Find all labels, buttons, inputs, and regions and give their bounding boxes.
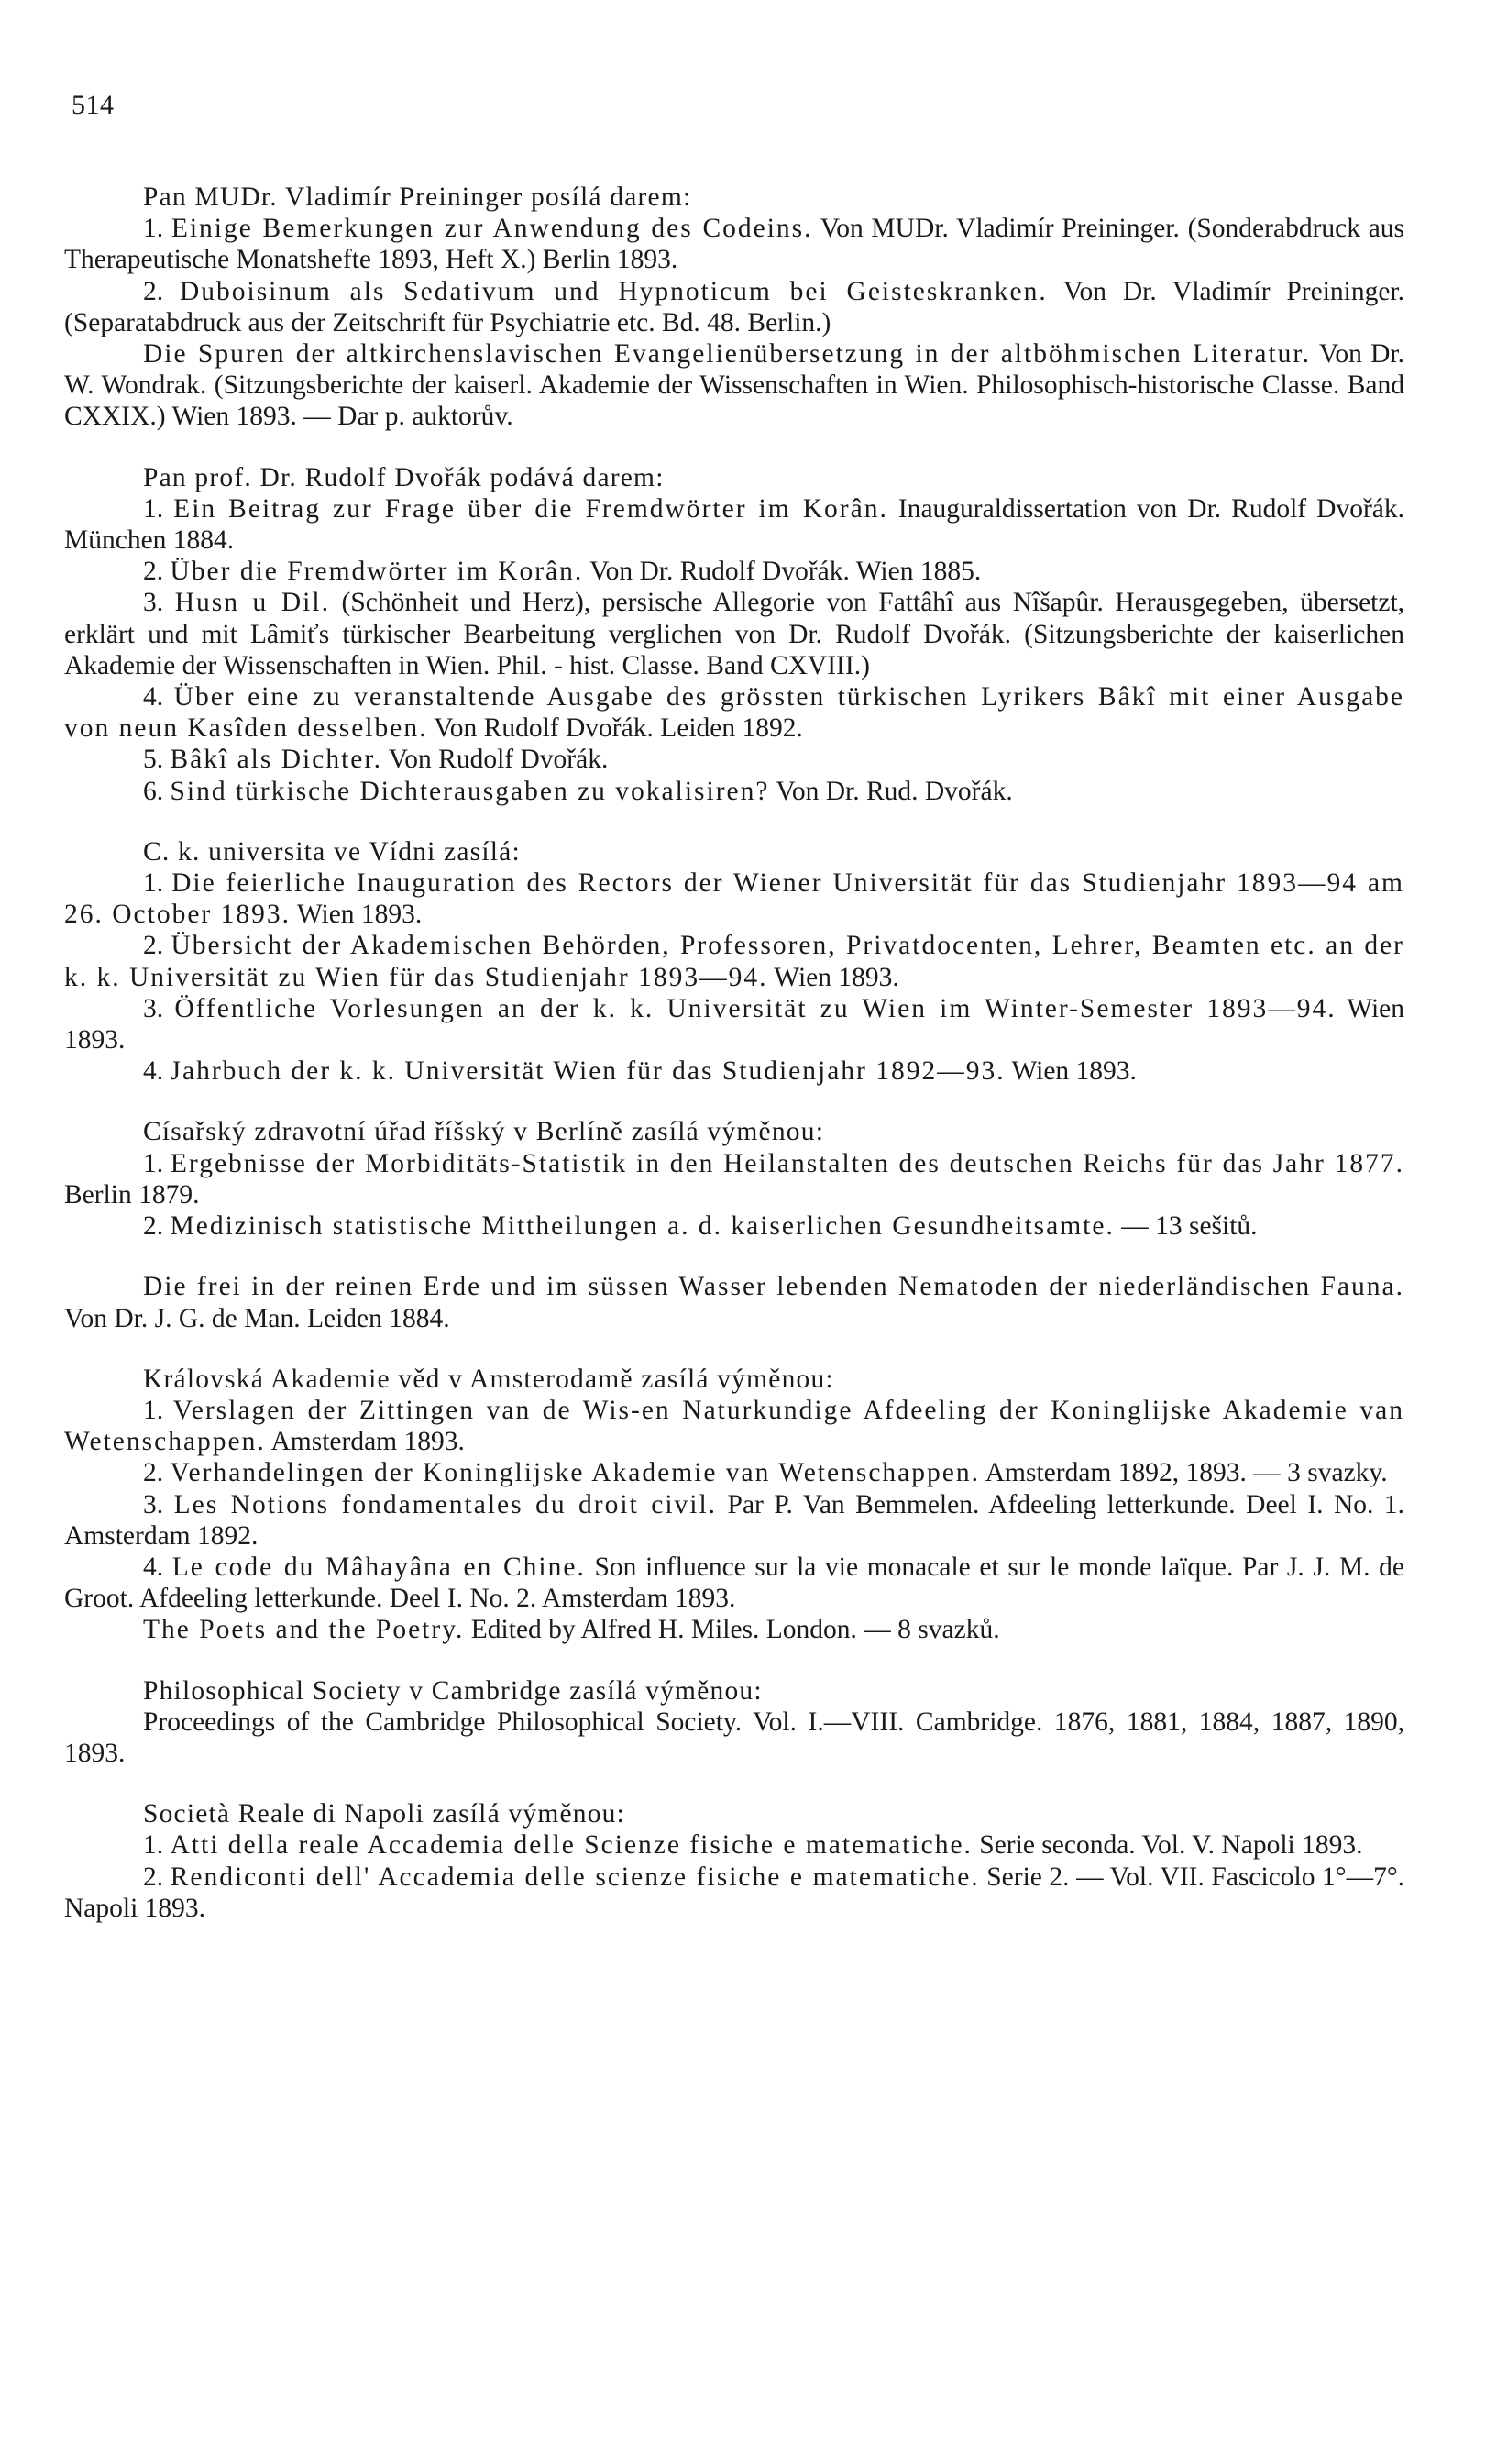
item-title: Die frei in der reinen Erde und im süssen Wasser lebenden Nematoden der niederländischen Fauna.: [143, 1272, 1404, 1302]
item-details: Serie 2. — Vol. VII. Fascicolo 1°—7°. Napoli 1893.: [64, 1862, 1405, 1923]
item-details: Wien 1893.: [774, 962, 899, 992]
list-item: [64, 1614, 1404, 1645]
list-item: [64, 1552, 1404, 1614]
item-details: Wien 1893.: [64, 993, 1405, 1055]
section-heading: Pan MUDr. Vladimír Preininger posílá darem:: [143, 182, 692, 212]
section-heading: Philosophical Society v Cambridge zasílá výměnou:: [143, 1675, 763, 1706]
item-number: 1.: [143, 493, 164, 524]
item-details: Proceedings of the Cambridge Philosophical Society. Vol. I.—VIII. Cambridge. 1876, 1881, 1884, 1887, 1890, 1893.: [64, 1707, 1404, 1768]
item-number: 4.: [143, 682, 164, 713]
item-number: 1.: [143, 1395, 164, 1425]
item-title: Übersicht der Akademischen Behörden, Professoren, Privatdocenten, Lehrer, Beamten etc. an der k. k. Universität zu Wien für das Studienjahr 1893—94.: [64, 931, 1404, 992]
item-details: Berlin 1879.: [64, 1179, 200, 1210]
item-title: Atti della reale Accademia delle Scienze fisiche e matematiche.: [170, 1830, 973, 1861]
section-heading: C. k. universita ve Vídni zasílá:: [143, 836, 521, 867]
item-title: Ergebnisse der Morbiditäts-Statistik in den Heilanstalten des deutschen Reichs für das Jahr 1877.: [170, 1148, 1404, 1178]
list-item: [64, 776, 1404, 807]
list-item: [64, 1862, 1404, 1924]
item-details: Von Dr. J. G. de Man. Leiden 1884.: [64, 1303, 450, 1333]
item-title: Über die Fremdwörter im Korân.: [170, 557, 584, 587]
item-title: Sind türkische Dichterausgaben zu vokalisiren?: [170, 776, 770, 806]
item-details: Von Rudolf Dvořák.: [388, 745, 609, 775]
list-item: [64, 556, 1404, 587]
item-number: 1.: [143, 868, 164, 899]
item-title: Die feierliche Inauguration des Rectors der Wiener Universität für das Studienjahr 1893—94 am 26. October 1893.: [64, 868, 1404, 930]
list-item: [64, 1707, 1404, 1769]
list-item: [64, 1489, 1404, 1552]
item-title: Die Spuren der altkirchenslavischen Evangelienübersetzung in der altböhmischen Literatur.: [143, 339, 1312, 370]
list-item: [64, 681, 1404, 744]
list-item: [64, 993, 1404, 1055]
item-title: Rendiconti dell' Accademia delle scienze fisiche e matematiche.: [170, 1862, 980, 1892]
item-details: Von MUDr. Vladimír Preininger. (Sonderabdruck aus Therapeutische Monatshefte 1893, Heft X.) Berlin 1893.: [64, 214, 1405, 275]
item-details: Inauguraldissertation von Dr. Rudolf Dvořák. München 1884.: [64, 493, 1405, 556]
item-details: Edited by Alfred H. Miles. London. — 8 svazků.: [470, 1615, 1000, 1645]
list-item: [64, 1055, 1404, 1087]
item-details: Amsterdam 1893.: [270, 1427, 465, 1457]
item-number: 2.: [143, 931, 164, 961]
item-number: 5.: [143, 745, 164, 775]
item-number: 6.: [143, 776, 164, 806]
list-item: [64, 1395, 1404, 1457]
list-item: [64, 1148, 1404, 1210]
item-number: 4.: [143, 1552, 164, 1582]
list-item: [64, 587, 1404, 681]
item-details: Von Dr. W. Wondrak. (Sitzungsberichte der kaiserl. Akademie der Wissenschaften in Wien. Philosophisch-historische Classe. Band CXXIX.) Wien 1893. — Dar p. auktorův.: [64, 339, 1405, 432]
item-number: 1.: [143, 1830, 164, 1861]
list-item: [64, 930, 1404, 992]
item-number: 2.: [143, 276, 164, 306]
item-details: Von Dr. Vladimír Preininger. (Separatabdruck aus der Zeitschrift für Psychiatrie etc. Bd. 48. Berlin.): [64, 276, 1405, 337]
section-heading: Císařský zdravotní úřad říšský v Berlíně zasílá výměnou:: [143, 1117, 825, 1147]
item-number: 4.: [143, 1056, 164, 1087]
item-number: 1.: [143, 1148, 164, 1178]
item-title: Über eine zu veranstaltende Ausgabe des grössten türkischen Lyrikers Bâkî mit einer Ausgabe von neun Kasîden desselben.: [64, 682, 1404, 744]
item-title: The Poets and the Poetry.: [143, 1615, 465, 1645]
page-number: 514: [72, 90, 115, 120]
list-item: [64, 867, 1404, 930]
item-title: Les Notions fondamentales du droit civil.: [173, 1489, 718, 1519]
item-number: 3.: [143, 993, 164, 1023]
item-details: — 13 sešitů.: [1121, 1211, 1258, 1242]
item-number: 1.: [143, 214, 164, 244]
item-title: Duboisinum als Sedativum und Hypnoticum bei Geisteskranken.: [179, 276, 1048, 306]
list-item: [64, 493, 1404, 556]
list-item: [64, 213, 1404, 275]
item-title: Jahrbuch der k. k. Universität Wien für das Studienjahr 1892—93.: [170, 1056, 1006, 1087]
item-details: (Schönheit und Herz), persische Allegorie von Fattâhî aus Nîšapûr. Herausgegeben, übersetzt, erklärt und mit Lâmiťs türkischer Bearbeitung verglichen von Dr. Rudolf Dvořák. (Sitzungsberichte der kaiserlichen Akademie der Wissenschaften in Wien. Phil. - hist. Classe. Band CXVIII.): [64, 588, 1405, 680]
item-details: Von Dr. Rud. Dvořák.: [776, 776, 1013, 806]
item-title: Einige Bemerkungen zur Anwendung des Codeins.: [171, 214, 813, 244]
item-details: Par P. Van Bemmelen. Afdeeling letterkunde. Deel I. No. 1. Amsterdam 1892.: [64, 1489, 1405, 1551]
item-title: Öffentliche Vorlesungen an der k. k. Universität zu Wien im Winter-Semester 1893—94.: [174, 993, 1337, 1023]
item-details: Wien 1893.: [1011, 1056, 1137, 1087]
item-title: Ein Beitrag zur Frage über die Fremdwörter im Korân.: [173, 493, 888, 524]
item-details: Amsterdam 1892, 1893. — 3 svazky.: [985, 1458, 1388, 1488]
item-title: Verslagen der Zittingen van de Wis-en Naturkundige Afdeeling der Koninglijske Akademie van Wetenschappen.: [64, 1395, 1404, 1457]
document-body: [64, 182, 1404, 1924]
item-title: Le code du Mâhayâna en Chine.: [171, 1552, 586, 1582]
standalone-entry: [64, 1271, 1404, 1333]
section-heading: Královská Akademie věd v Amsterodamě zasílá výměnou:: [143, 1364, 834, 1394]
item-number: 3.: [143, 1489, 164, 1519]
list-item: [64, 276, 1404, 338]
section-heading: Società Reale di Napoli zasílá výměnou:: [143, 1799, 626, 1829]
list-item: [64, 744, 1404, 775]
item-title: Verhandelingen der Koninglijske Akademie van Wetenschappen.: [170, 1458, 980, 1488]
item-number: 2.: [143, 1862, 164, 1892]
item-details: Son influence sur la vie monacale et sur le monde laïque. Par J. J. M. de Groot. Afdeeling letterkunde. Deel I. No. 2. Amsterdam 1893.: [64, 1552, 1405, 1614]
item-details: Wien 1893.: [296, 900, 423, 930]
item-title: Medizinisch statistische Mittheilungen a. d. kaiserlichen Gesundheitsamte.: [170, 1211, 1115, 1242]
item-title: Husn u Dil.: [174, 588, 330, 618]
item-number: 3.: [143, 588, 164, 618]
item-title: Bâkî als Dichter.: [170, 745, 382, 775]
list-item: [64, 1829, 1404, 1861]
item-details: Serie seconda. Vol. V. Napoli 1893.: [979, 1830, 1363, 1861]
item-number: 2.: [143, 557, 164, 587]
item-details: Von Dr. Rudolf Dvořák. Wien 1885.: [589, 557, 982, 587]
item-number: 2.: [143, 1458, 164, 1488]
item-number: 2.: [143, 1211, 164, 1242]
section-heading: Pan prof. Dr. Rudolf Dvořák podává darem:: [143, 462, 665, 492]
list-item: [64, 1210, 1404, 1242]
item-details: Von Rudolf Dvořák. Leiden 1892.: [434, 713, 803, 744]
list-item: [64, 1457, 1404, 1488]
list-item: [64, 338, 1404, 433]
